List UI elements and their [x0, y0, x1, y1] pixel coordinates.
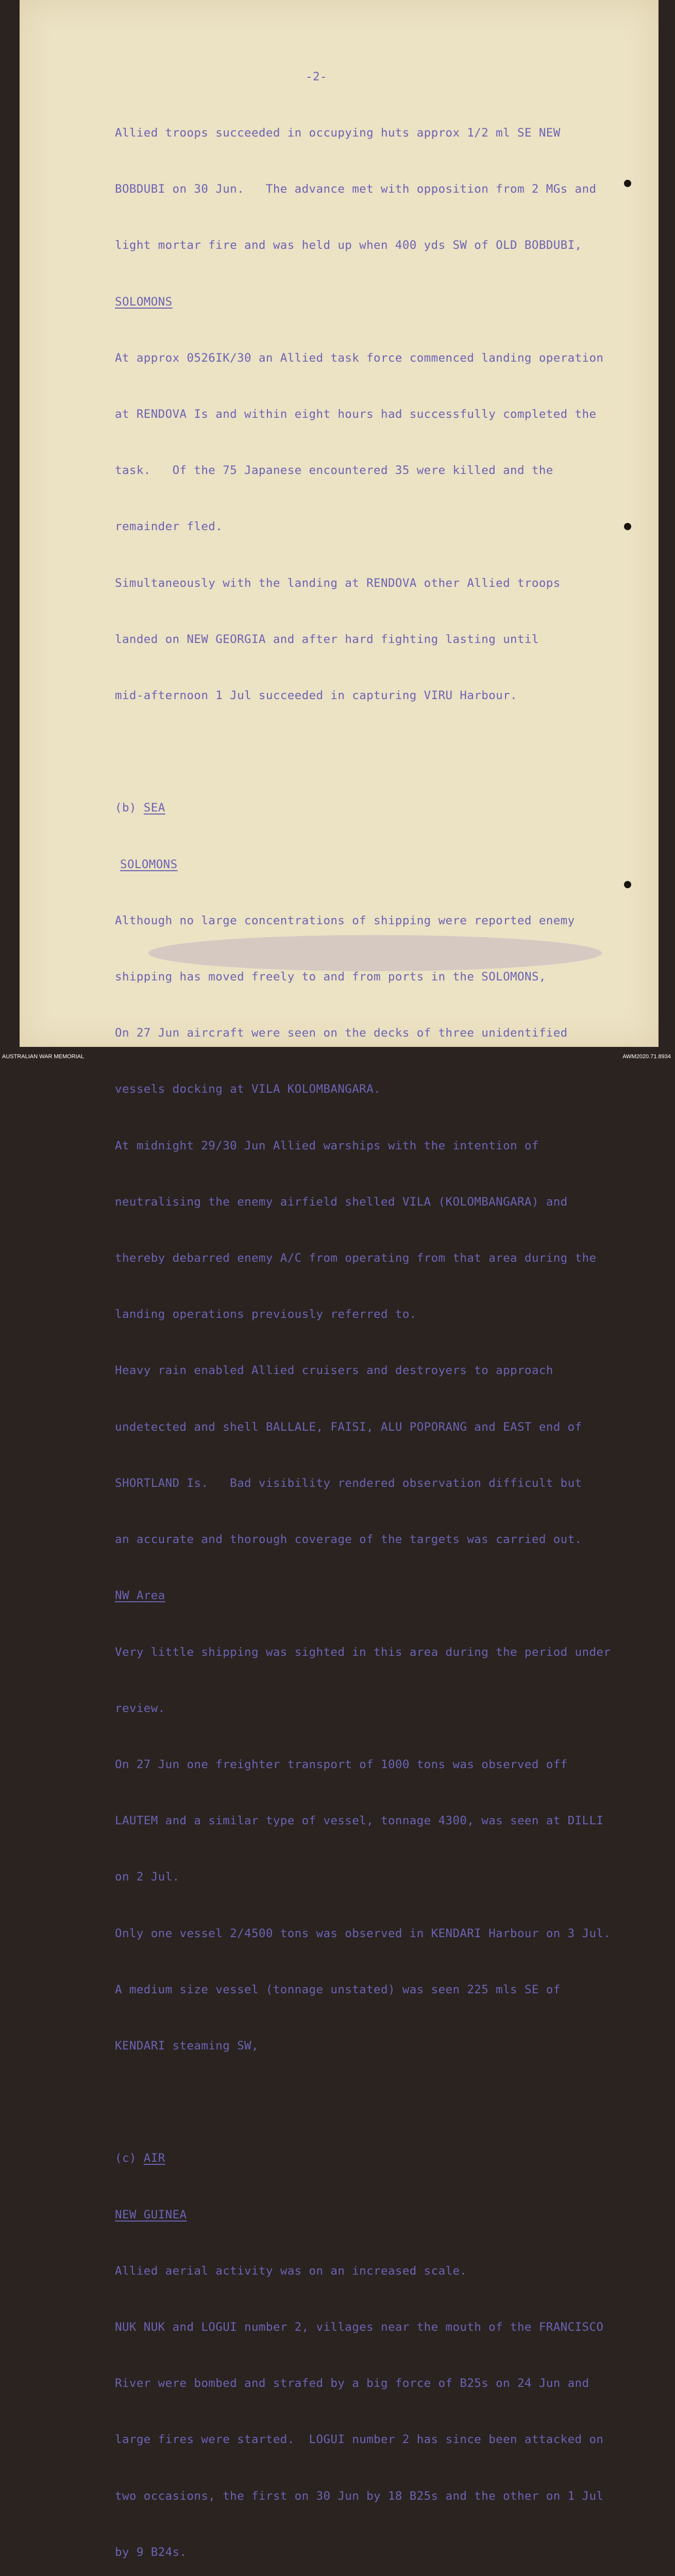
text-line: At approx 0526IK/30 an Allied task force commenced landing operation	[115, 351, 604, 365]
typewritten-text	[115, 30, 661, 2576]
subheading-new-guinea: NEW GUINEA	[115, 2208, 187, 2222]
text-line: Although no large concentrations of shipping were reported enemy	[115, 913, 575, 927]
text-line: remainder fled.	[115, 520, 223, 534]
subheading-solomons: SOLOMONS	[120, 857, 178, 871]
footer-institution: AUSTRALIAN WAR MEMORIAL	[2, 1054, 85, 1060]
text-line: vessels docking at VILA KOLOMBANGARA.	[115, 1082, 381, 1096]
text-line: LAUTEM and a similar type of vessel, tonnage 4300, was seen at DILLI	[115, 1814, 604, 1828]
text-line: landed on NEW GEORGIA and after hard fighting lasting until	[115, 632, 539, 646]
text-line: Allied troops succeeded in occupying huts approx 1/2 ml SE NEW	[115, 126, 561, 140]
text-line: thereby debarred enemy A/C from operating from that area during the	[115, 1251, 597, 1265]
text-line: review.	[115, 1701, 165, 1715]
text-line: At midnight 29/30 Jun Allied warships with the intention of	[115, 1139, 539, 1153]
text-line: KENDARI steaming SW,	[115, 2039, 259, 2053]
text-line: by 9 B24s.	[115, 2545, 187, 2559]
text-line: A medium size vessel (tonnage unstated) was seen 225 mls SE of	[115, 1982, 561, 1996]
text-line: BOBDUBI on 30 Jun. The advance met with opposition from 2 MGs and	[115, 182, 597, 196]
text-line: shipping has moved freely to and from ports in the SOLOMONS,	[115, 970, 546, 984]
text-line: task. Of the 75 Japanese encountered 35 were killed and the	[115, 464, 553, 478]
text-line: Heavy rain enabled Allied cruisers and destroyers to approach	[115, 1364, 553, 1378]
text-line: On 27 Jun aircraft were seen on the decks of three unidentified	[115, 1026, 568, 1040]
subheading-nw-area: NW Area	[115, 1589, 165, 1603]
text-line: on 2 Jul.	[115, 1870, 180, 1884]
text-line: On 27 Jun one freighter transport of 1000 tons was observed off	[115, 1757, 568, 1771]
text-line: at RENDOVA Is and within eight hours had successfully completed the	[115, 408, 597, 421]
text-line: landing operations previously referred to.	[115, 1308, 417, 1321]
text-line: light mortar fire and was held up when 400 yds SW of OLD BOBDUBI,	[115, 239, 582, 252]
text-line: Allied aerial activity was on an increased scale.	[115, 2264, 467, 2278]
section-heading-sea: (b) SEA	[115, 801, 165, 815]
text-line: large fires were started. LOGUI number 2 has since been attacked on	[115, 2433, 604, 2447]
text-line: SHORTLAND Is. Bad visibility rendered observation difficult but	[115, 1476, 582, 1490]
text-line: neutralising the enemy airfield shelled VILA (KOLOMBANGARA) and	[115, 1195, 568, 1209]
footer-reference: AWM2020.71.8934	[622, 1054, 671, 1060]
text-line: River were bombed and strafed by a big force of B25s on 24 Jun and	[115, 2377, 589, 2391]
section-heading-air: (c) AIR	[115, 2151, 165, 2165]
archive-footer	[0, 1048, 675, 1062]
text-line: undetected and shell BALLALE, FAISI, ALU POPORANG and EAST end of	[115, 1420, 582, 1434]
subheading-solomons: SOLOMONS	[115, 295, 173, 309]
text-line: two occasions, the first on 30 Jun by 18 B25s and the other on 1 Jul	[115, 2489, 604, 2503]
text-line: mid-afternoon 1 Jul succeeded in capturing VIRU Harbour.	[115, 689, 517, 703]
text-line: NUK NUK and LOGUI number 2, villages near the mouth of the FRANCISCO	[115, 2320, 604, 2334]
text-line: Only one vessel 2/4500 tons was observed in KENDARI Harbour on 3 Jul.	[115, 1926, 611, 1940]
page-number: -2-	[306, 70, 327, 83]
text-line: an accurate and thorough coverage of the targets was carried out.	[115, 1533, 582, 1547]
text-line: Very little shipping was sighted in this area during the period under	[115, 1645, 611, 1659]
text-line: Simultaneously with the landing at RENDOVA other Allied troops	[115, 576, 561, 590]
